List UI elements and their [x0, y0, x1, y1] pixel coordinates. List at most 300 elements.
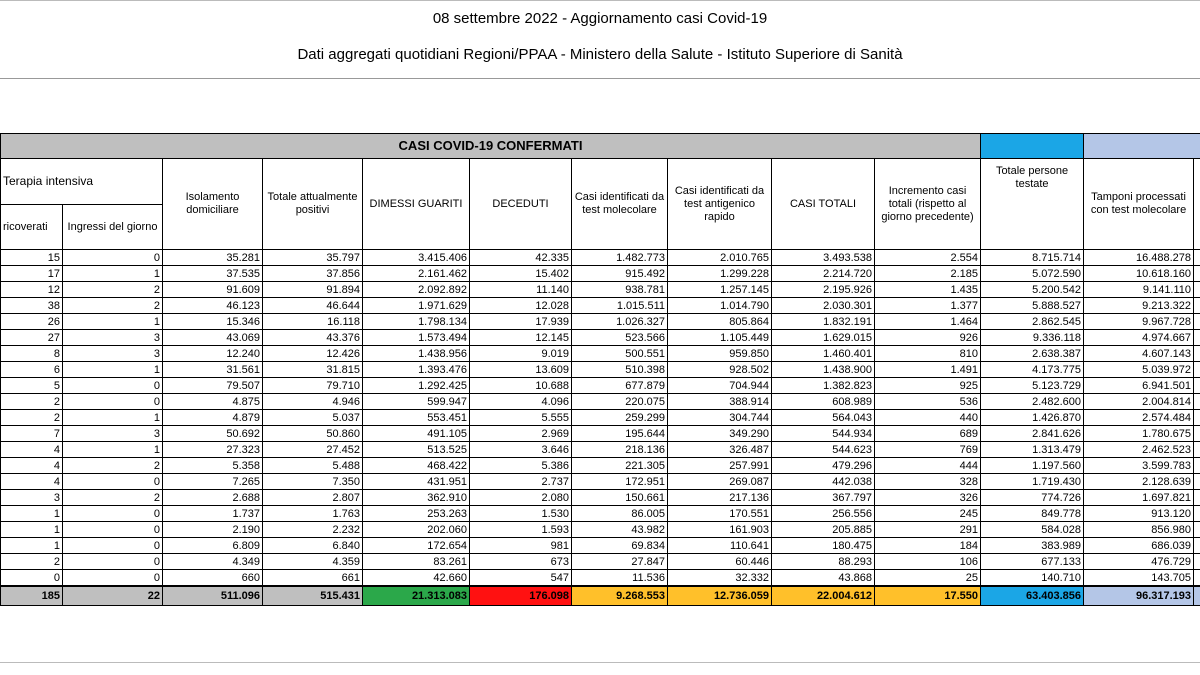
table-cell: 7: [1, 426, 63, 442]
table-cell: 91.894: [263, 282, 363, 298]
table-cell: 42.660: [363, 570, 470, 587]
table-cell: 31.815: [263, 362, 363, 378]
table-cell: 0: [63, 474, 163, 490]
table-cell: 326: [875, 490, 981, 506]
table-cell: 143.705: [1084, 570, 1194, 587]
table-cell: 2.195.926: [772, 282, 875, 298]
table-cell: 217.136: [668, 490, 772, 506]
table-cell: 1.015.511: [572, 298, 668, 314]
table-cell: 4.173.775: [981, 362, 1084, 378]
table-cell: 849.778: [981, 506, 1084, 522]
table-cell: 161.903: [668, 522, 772, 538]
table-cell: 349.290: [668, 426, 772, 442]
col-header-casi-molecolare: Casi identificati da test molecolare: [572, 159, 668, 250]
table-cell: 12: [1, 282, 63, 298]
table-cell: 1.573.494: [363, 330, 470, 346]
table-cell: 564.043: [772, 410, 875, 426]
table-cell: 79.710: [263, 378, 363, 394]
table-cell: 2: [1, 554, 63, 570]
table-cell-edge: [1194, 346, 1200, 362]
table-cell: 1: [1, 538, 63, 554]
table-cell: 6.840: [263, 538, 363, 554]
table-cell: 43.868: [772, 570, 875, 587]
table-cell: 383.989: [981, 538, 1084, 554]
table-cell: 10.618.160: [1084, 266, 1194, 282]
table-cell: 291: [875, 522, 981, 538]
table-cell: 38: [1, 298, 63, 314]
table-cell: 31.561: [163, 362, 263, 378]
table-cell: 79.507: [163, 378, 263, 394]
table-cell-edge: [1194, 266, 1200, 282]
table-cell: 50.692: [163, 426, 263, 442]
table-cell: 1.105.449: [668, 330, 772, 346]
table-cell: 172.951: [572, 474, 668, 490]
table-cell: 27: [1, 330, 63, 346]
col-header-dimessi-guariti: DIMESSI GUARITI: [363, 159, 470, 250]
table-cell: 491.105: [363, 426, 470, 442]
table-cell: 37.856: [263, 266, 363, 282]
table-cell: 5: [1, 378, 63, 394]
table-cell-edge: [1194, 250, 1200, 266]
table-cell: 1.491: [875, 362, 981, 378]
table-cell: 4.607.143: [1084, 346, 1194, 362]
table-row: [1, 474, 1200, 490]
table-cell: 362.910: [363, 490, 470, 506]
table-cell: 1.780.675: [1084, 426, 1194, 442]
banner-lightblue-cell: [1084, 134, 1200, 159]
table-cell: 608.989: [772, 394, 875, 410]
table-cell: 1: [63, 266, 163, 282]
table-cell: 1.482.773: [572, 250, 668, 266]
table-cell: 810: [875, 346, 981, 362]
table-cell: 677.879: [572, 378, 668, 394]
table-cell-edge: [1194, 538, 1200, 554]
table-cell: 510.398: [572, 362, 668, 378]
table-cell: 686.039: [1084, 538, 1194, 554]
table-cell: 2.807: [263, 490, 363, 506]
table-cell: 388.914: [668, 394, 772, 410]
table-cell: 15: [1, 250, 63, 266]
table-body: [1, 250, 1200, 606]
table-cell: 91.609: [163, 282, 263, 298]
table-cell: 9.141.110: [1084, 282, 1194, 298]
table-cell-edge: [1194, 458, 1200, 474]
table-cell: 7.265: [163, 474, 263, 490]
totals-cell: 176.098: [470, 586, 572, 606]
table-cell: 46.123: [163, 298, 263, 314]
table-cell: 856.980: [1084, 522, 1194, 538]
table-cell: 4.974.667: [1084, 330, 1194, 346]
table-cell: 2.190: [163, 522, 263, 538]
table-row: [1, 458, 1200, 474]
table-cell: 938.781: [572, 282, 668, 298]
table-cell: 4.349: [163, 554, 263, 570]
table-cell: 2.214.720: [772, 266, 875, 282]
table-cell: 16.488.278: [1084, 250, 1194, 266]
table-cell: 1.438.900: [772, 362, 875, 378]
table-cell: 140.710: [981, 570, 1084, 587]
table-cell: 69.834: [572, 538, 668, 554]
table-cell: 1.737: [163, 506, 263, 522]
table-row: [1, 346, 1200, 362]
table-cell: 1.593: [470, 522, 572, 538]
table-cell: 5.123.729: [981, 378, 1084, 394]
report-title: 08 settembre 2022 - Aggiornamento casi Covid-19: [432, 10, 768, 27]
table-cell: 1.464: [875, 314, 981, 330]
table-cell: 27.452: [263, 442, 363, 458]
table-cell: 2: [63, 282, 163, 298]
table-cell: 2.688: [163, 490, 263, 506]
table-cell: 50.860: [263, 426, 363, 442]
table-cell: 5.358: [163, 458, 263, 474]
table-cell: 4: [1, 458, 63, 474]
table-cell: 0: [63, 250, 163, 266]
table-cell-edge: [1194, 570, 1200, 587]
table-cell: 221.305: [572, 458, 668, 474]
table-cell: 1: [63, 442, 163, 458]
table-cell: 544.623: [772, 442, 875, 458]
table-row: [1, 442, 1200, 458]
table-cell: 523.566: [572, 330, 668, 346]
col-header-casi-antigenico: Casi identificati da test antigenico rapido: [668, 159, 772, 250]
table-cell: 1.393.476: [363, 362, 470, 378]
col-header-edge: [1194, 159, 1200, 250]
table-cell-edge: [1194, 554, 1200, 570]
table-cell: 6.809: [163, 538, 263, 554]
table-cell: 3.415.406: [363, 250, 470, 266]
table-row: [1, 490, 1200, 506]
table-cell: 10.688: [470, 378, 572, 394]
table-cell: 1: [1, 522, 63, 538]
table-cell: 689: [875, 426, 981, 442]
table-cell: 4.096: [470, 394, 572, 410]
table-cell: 106: [875, 554, 981, 570]
table-cell: 2.030.301: [772, 298, 875, 314]
table-cell: 1.697.821: [1084, 490, 1194, 506]
group-row: [1, 159, 1200, 205]
table-cell-edge: [1194, 426, 1200, 442]
table-cell: 172.654: [363, 538, 470, 554]
table-row: [1, 426, 1200, 442]
table-cell: 2.128.639: [1084, 474, 1194, 490]
table-cell: 0: [63, 522, 163, 538]
table-cell: 253.263: [363, 506, 470, 522]
table-row: [1, 570, 1200, 587]
table-cell: 660: [163, 570, 263, 587]
table-row: [1, 538, 1200, 554]
table-cell: 15.402: [470, 266, 572, 282]
bottom-rule: [0, 662, 1200, 663]
table-cell: 704.944: [668, 378, 772, 394]
table-cell: 13.609: [470, 362, 572, 378]
table-cell: 5.386: [470, 458, 572, 474]
table-cell: 367.797: [772, 490, 875, 506]
table-cell: 11.140: [470, 282, 572, 298]
table-cell: 2: [1, 394, 63, 410]
table-cell: 1.832.191: [772, 314, 875, 330]
banner-blue-cell: [981, 134, 1084, 159]
table-cell: 5.039.972: [1084, 362, 1194, 378]
table-cell: 5.200.542: [981, 282, 1084, 298]
table-cell: 544.934: [772, 426, 875, 442]
table-cell: 1.629.015: [772, 330, 875, 346]
table-cell-edge: [1194, 282, 1200, 298]
table-cell: 35.281: [163, 250, 263, 266]
table-cell: 444: [875, 458, 981, 474]
table-cell: 17: [1, 266, 63, 282]
table-cell: 1: [1, 506, 63, 522]
table-cell: 476.729: [1084, 554, 1194, 570]
table-cell: 981: [470, 538, 572, 554]
table-cell: 2.185: [875, 266, 981, 282]
table-cell: 42.335: [470, 250, 572, 266]
table-cell: 4.946: [263, 394, 363, 410]
table-cell: 184: [875, 538, 981, 554]
table-cell: 431.951: [363, 474, 470, 490]
table-cell: 37.535: [163, 266, 263, 282]
table-cell: 1.530: [470, 506, 572, 522]
table-cell: 2.482.600: [981, 394, 1084, 410]
table-cell: 925: [875, 378, 981, 394]
table-cell: 774.726: [981, 490, 1084, 506]
table-cell-edge: [1194, 442, 1200, 458]
table-cell: 2.232: [263, 522, 363, 538]
table-cell: 1.971.629: [363, 298, 470, 314]
table-row: [1, 250, 1200, 266]
table-cell: 218.136: [572, 442, 668, 458]
table-cell: 3: [63, 346, 163, 362]
col-header-incremento: Incremento casi totali (rispetto al giorno precedente): [875, 159, 981, 250]
table-row: [1, 506, 1200, 522]
table-cell: 9.019: [470, 346, 572, 362]
totals-cell: 511.096: [163, 586, 263, 606]
table-cell: 2.969: [470, 426, 572, 442]
confirmed-cases-banner: CASI COVID-19 CONFERMATI: [1, 134, 981, 159]
table-cell: 1.313.479: [981, 442, 1084, 458]
table-cell: 12.028: [470, 298, 572, 314]
table-cell: 805.864: [668, 314, 772, 330]
table-cell: 2.161.462: [363, 266, 470, 282]
table-cell: 245: [875, 506, 981, 522]
table-cell: 3: [1, 490, 63, 506]
table-cell: 1.435: [875, 282, 981, 298]
table-cell: 5.037: [263, 410, 363, 426]
table-cell-edge: [1194, 474, 1200, 490]
table-row: [1, 266, 1200, 282]
table-cell: 0: [63, 570, 163, 587]
table-cell: 1.798.134: [363, 314, 470, 330]
table-cell: 326.487: [668, 442, 772, 458]
table-cell: 32.332: [668, 570, 772, 587]
table-cell: 150.661: [572, 490, 668, 506]
table-cell: 2.554: [875, 250, 981, 266]
table-cell: 2: [63, 298, 163, 314]
table-row: [1, 314, 1200, 330]
table-cell-edge: [1194, 314, 1200, 330]
table-cell: 661: [263, 570, 363, 587]
table-cell: 2: [63, 458, 163, 474]
table-cell: 12.145: [470, 330, 572, 346]
table-cell: 25: [875, 570, 981, 587]
totals-cell: 96.317.193: [1084, 586, 1194, 606]
col-header-persone-testate: Totale persone testate: [981, 159, 1084, 250]
table-cell: 0: [1, 570, 63, 587]
table-cell: 4.879: [163, 410, 263, 426]
table-cell: 6: [1, 362, 63, 378]
table-cell: 0: [63, 378, 163, 394]
table-cell: 0: [63, 394, 163, 410]
table-cell: 1.719.430: [981, 474, 1084, 490]
table-cell: 3: [63, 330, 163, 346]
table-cell: 500.551: [572, 346, 668, 362]
table-cell: 2.862.545: [981, 314, 1084, 330]
table-cell: 46.644: [263, 298, 363, 314]
table-cell: 2.841.626: [981, 426, 1084, 442]
table-cell: 1.426.870: [981, 410, 1084, 426]
table-cell: 1.197.560: [981, 458, 1084, 474]
table-cell: 1.026.327: [572, 314, 668, 330]
table-cell: 677.133: [981, 554, 1084, 570]
table-cell: 547: [470, 570, 572, 587]
table-cell: 1: [63, 362, 163, 378]
table-cell: 170.551: [668, 506, 772, 522]
col-header-isolamento: Isolamento domiciliare: [163, 159, 263, 250]
table-cell: 536: [875, 394, 981, 410]
table-cell: 599.947: [363, 394, 470, 410]
totals-cell: 17.550: [875, 586, 981, 606]
table-cell: 205.885: [772, 522, 875, 538]
table-cell: 926: [875, 330, 981, 346]
table-row: [1, 362, 1200, 378]
table-cell: 1.377: [875, 298, 981, 314]
table-cell-edge: [1194, 298, 1200, 314]
table-cell: 195.644: [572, 426, 668, 442]
table-cell: 1: [63, 314, 163, 330]
table-cell: 4.359: [263, 554, 363, 570]
table-cell: 2.004.814: [1084, 394, 1194, 410]
col-header-ricoverati: ricoverati: [1, 204, 63, 250]
report-header: [0, 0, 1200, 79]
table-cell: 4.875: [163, 394, 263, 410]
table-cell: 0: [63, 506, 163, 522]
totals-cell-edge: [1194, 586, 1200, 606]
table-cell: 2.462.523: [1084, 442, 1194, 458]
covid-cases-table: [0, 133, 1200, 606]
table-cell-edge: [1194, 410, 1200, 426]
table-cell: 1: [63, 410, 163, 426]
col-header-casi-totali: CASI TOTALI: [772, 159, 875, 250]
table-cell: 1.014.790: [668, 298, 772, 314]
table-cell: 1.763: [263, 506, 363, 522]
table-row: [1, 410, 1200, 426]
totals-cell: 22: [63, 586, 163, 606]
table-cell: 584.028: [981, 522, 1084, 538]
table-cell: 5.555: [470, 410, 572, 426]
table-cell: 915.492: [572, 266, 668, 282]
table-cell: 8: [1, 346, 63, 362]
table-cell: 2.737: [470, 474, 572, 490]
table-row: [1, 522, 1200, 538]
table-cell: 43.376: [263, 330, 363, 346]
table-cell: 12.240: [163, 346, 263, 362]
table-row: [1, 330, 1200, 346]
table-cell: 328: [875, 474, 981, 490]
table-cell: 88.293: [772, 554, 875, 570]
table-cell: 9.213.322: [1084, 298, 1194, 314]
table-cell: 1.299.228: [668, 266, 772, 282]
table-row: [1, 378, 1200, 394]
col-header-tamponi-molecolare: Tamponi processati con test molecolare: [1084, 159, 1194, 250]
table-cell: 257.991: [668, 458, 772, 474]
table-row: [1, 298, 1200, 314]
table-cell: 1.460.401: [772, 346, 875, 362]
totals-cell: 185: [1, 586, 63, 606]
table-cell: 259.299: [572, 410, 668, 426]
totals-cell: 63.403.856: [981, 586, 1084, 606]
table-cell-edge: [1194, 522, 1200, 538]
table-cell: 43.069: [163, 330, 263, 346]
table-cell: 769: [875, 442, 981, 458]
table-cell: 553.451: [363, 410, 470, 426]
col-header-ingressi: Ingressi del giorno: [63, 204, 163, 250]
table-cell: 928.502: [668, 362, 772, 378]
table-cell: 1.292.425: [363, 378, 470, 394]
table-cell: 9.336.118: [981, 330, 1084, 346]
table-cell: 959.850: [668, 346, 772, 362]
table-cell: 83.261: [363, 554, 470, 570]
table-cell: 513.525: [363, 442, 470, 458]
table-cell: 4: [1, 442, 63, 458]
table-cell: 17.939: [470, 314, 572, 330]
table-row: [1, 554, 1200, 570]
table-cell: 5.488: [263, 458, 363, 474]
table-cell: 60.446: [668, 554, 772, 570]
totals-cell: 12.736.059: [668, 586, 772, 606]
table-cell: 5.888.527: [981, 298, 1084, 314]
col-header-totale-positivi: Totale attualmente positivi: [263, 159, 363, 250]
table-cell: 1.257.145: [668, 282, 772, 298]
totals-cell: 9.268.553: [572, 586, 668, 606]
table-cell: 3.646: [470, 442, 572, 458]
table-cell-edge: [1194, 506, 1200, 522]
table-cell: 16.118: [263, 314, 363, 330]
table-cell: 12.426: [263, 346, 363, 362]
table-cell-edge: [1194, 330, 1200, 346]
table-cell-edge: [1194, 362, 1200, 378]
table-cell: 256.556: [772, 506, 875, 522]
table-cell: 0: [63, 554, 163, 570]
table-cell: 35.797: [263, 250, 363, 266]
table-cell: 468.422: [363, 458, 470, 474]
table-cell: 180.475: [772, 538, 875, 554]
table-cell: 2.092.892: [363, 282, 470, 298]
table-cell: 3: [63, 426, 163, 442]
table-cell: 110.641: [668, 538, 772, 554]
table-cell: 8.715.714: [981, 250, 1084, 266]
table-cell: 27.323: [163, 442, 263, 458]
table-cell: 304.744: [668, 410, 772, 426]
totals-cell: 21.313.083: [363, 586, 470, 606]
table-cell: 2.638.387: [981, 346, 1084, 362]
table-cell: 913.120: [1084, 506, 1194, 522]
table-cell: 2.010.765: [668, 250, 772, 266]
totals-row: [1, 586, 1200, 606]
table-cell: 2.574.484: [1084, 410, 1194, 426]
totals-cell: 515.431: [263, 586, 363, 606]
col-header-deceduti: DECEDUTI: [470, 159, 572, 250]
table-cell: 220.075: [572, 394, 668, 410]
table-cell: 673: [470, 554, 572, 570]
